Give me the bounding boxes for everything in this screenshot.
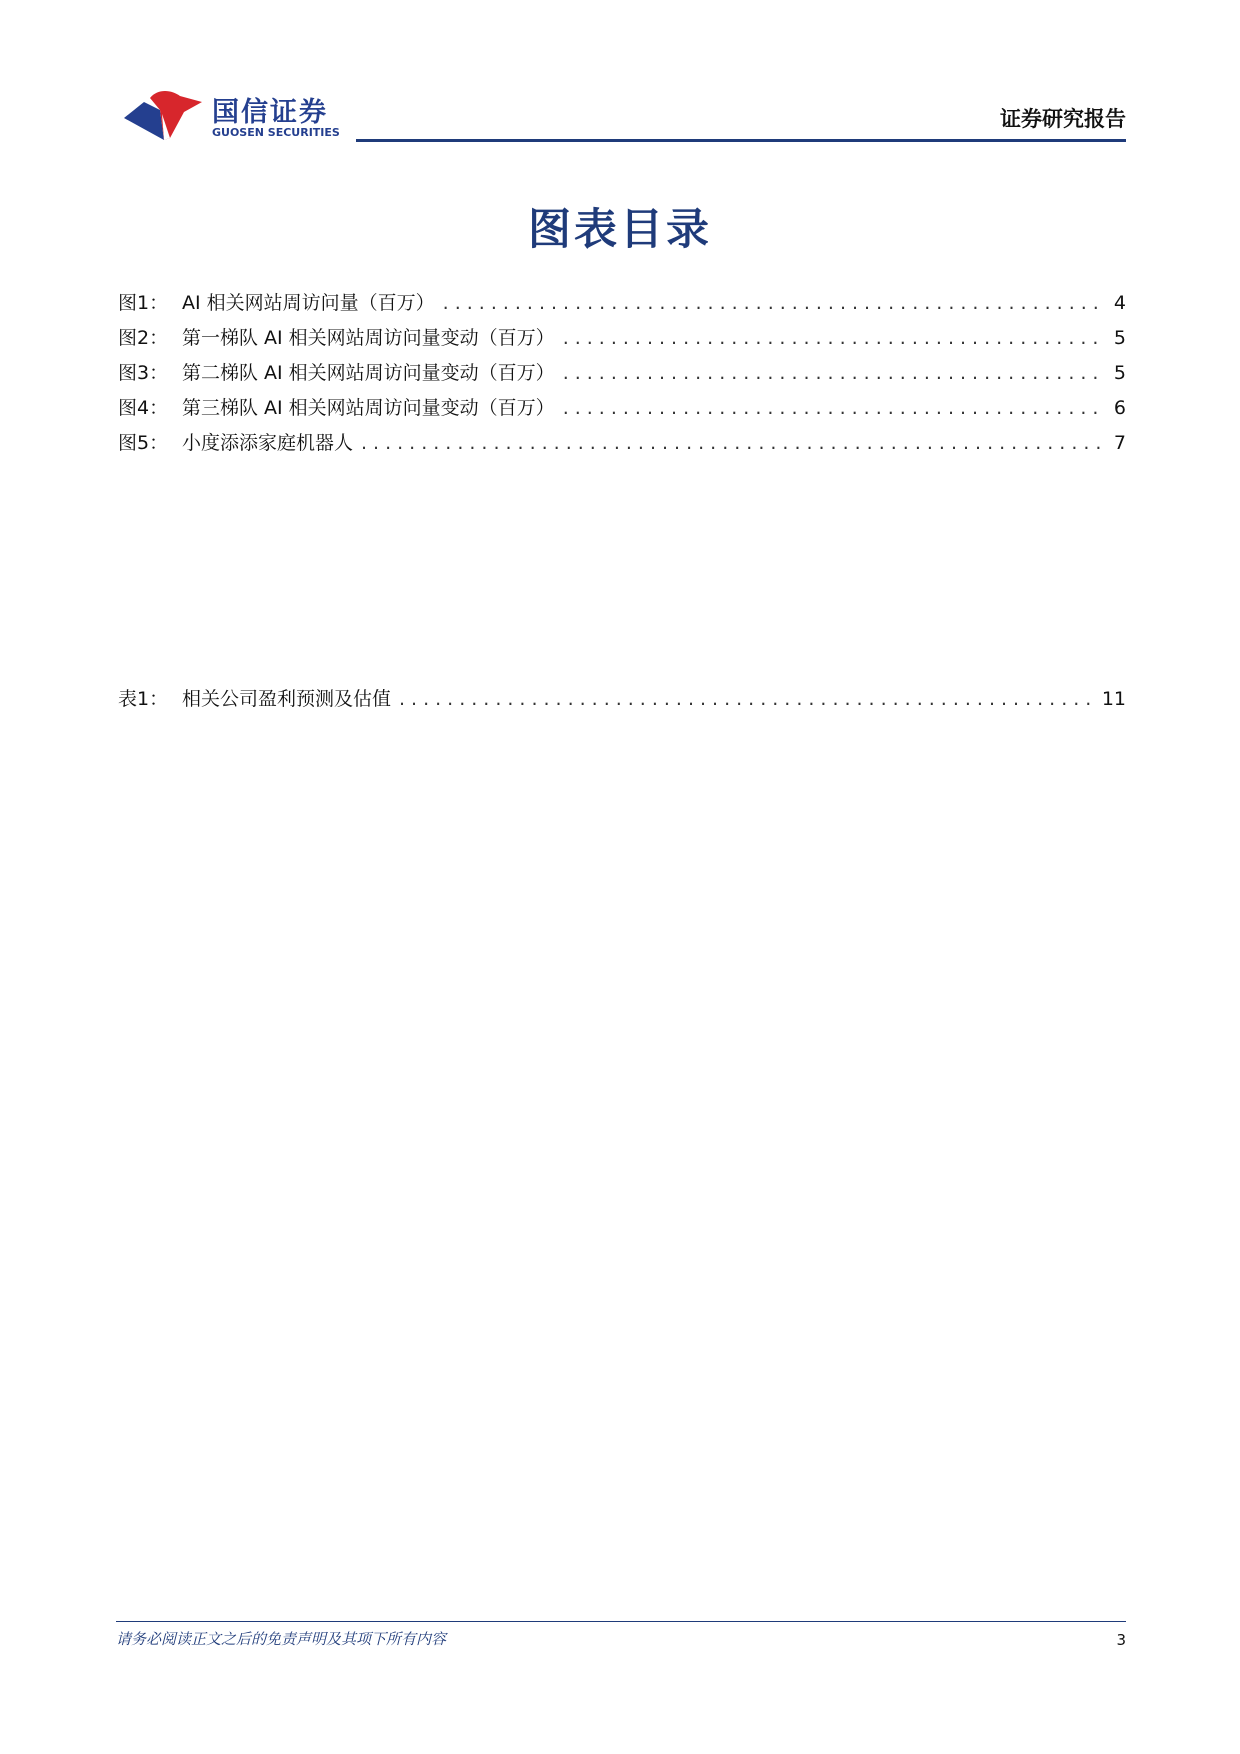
- brand-name-en: GUOSEN SECURITIES: [212, 126, 340, 139]
- toc-entry-figure-3[interactable]: [118, 358, 1126, 393]
- toc-entry-text: 第三梯队 AI 相关网站周访问量变动（百万）: [182, 397, 555, 419]
- toc-entry-label: 图5：: [118, 432, 169, 454]
- toc-entry-page: 5: [1113, 362, 1126, 384]
- footer-rule: [116, 1621, 1126, 1622]
- toc-dot-leader: [361, 432, 1106, 454]
- table-list: [118, 684, 1126, 719]
- toc-title: 图表目录: [528, 205, 712, 255]
- toc-entry-text: 第一梯队 AI 相关网站周访问量变动（百万）: [182, 327, 555, 349]
- toc-entry-text: AI 相关网站周访问量（百万）: [182, 292, 435, 314]
- toc-entry-label: 图4：: [118, 397, 169, 419]
- toc-entry-page: 5: [1113, 327, 1126, 349]
- report-type: 证券研究报告: [1000, 107, 1126, 131]
- toc-entry-table-1[interactable]: [118, 684, 1126, 719]
- footer-disclaimer: 请务必阅读正文之后的免责声明及其项下所有内容: [116, 1630, 447, 1648]
- toc-entry-page: 7: [1113, 432, 1126, 454]
- toc-entry-label: 图2：: [118, 327, 169, 349]
- toc-dot-leader: [563, 397, 1106, 419]
- brand-name-cn: 国信证券: [212, 97, 328, 128]
- figure-list: [118, 288, 1126, 463]
- toc-entry-text: 相关公司盈利预测及估值: [182, 688, 392, 710]
- toc-entry-page: 4: [1113, 292, 1126, 314]
- page-number: 3: [1116, 1631, 1126, 1649]
- toc-entry-figure-1[interactable]: [118, 288, 1126, 323]
- toc-dot-leader: [563, 327, 1106, 349]
- toc-entry-page: 6: [1113, 397, 1126, 419]
- toc-entry-text: 第二梯队 AI 相关网站周访问量变动（百万）: [182, 362, 555, 384]
- toc-entry-label: 图3：: [118, 362, 169, 384]
- toc-dot-leader: [563, 362, 1106, 384]
- toc-entry-figure-2[interactable]: [118, 323, 1126, 358]
- guosen-logo-icon: [120, 88, 210, 148]
- toc-entry-label: 表1：: [118, 688, 169, 710]
- toc-dot-leader: [399, 688, 1094, 710]
- header-rule: [356, 139, 1126, 142]
- toc-entry-figure-5[interactable]: [118, 428, 1126, 463]
- toc-entry-page: 11: [1101, 688, 1126, 710]
- toc-entry-label: 图1：: [118, 292, 169, 314]
- toc-entry-figure-4[interactable]: [118, 393, 1126, 428]
- toc-entry-text: 小度添添家庭机器人: [182, 432, 354, 454]
- guosen-logo: [120, 88, 340, 148]
- toc-dot-leader: [443, 292, 1106, 314]
